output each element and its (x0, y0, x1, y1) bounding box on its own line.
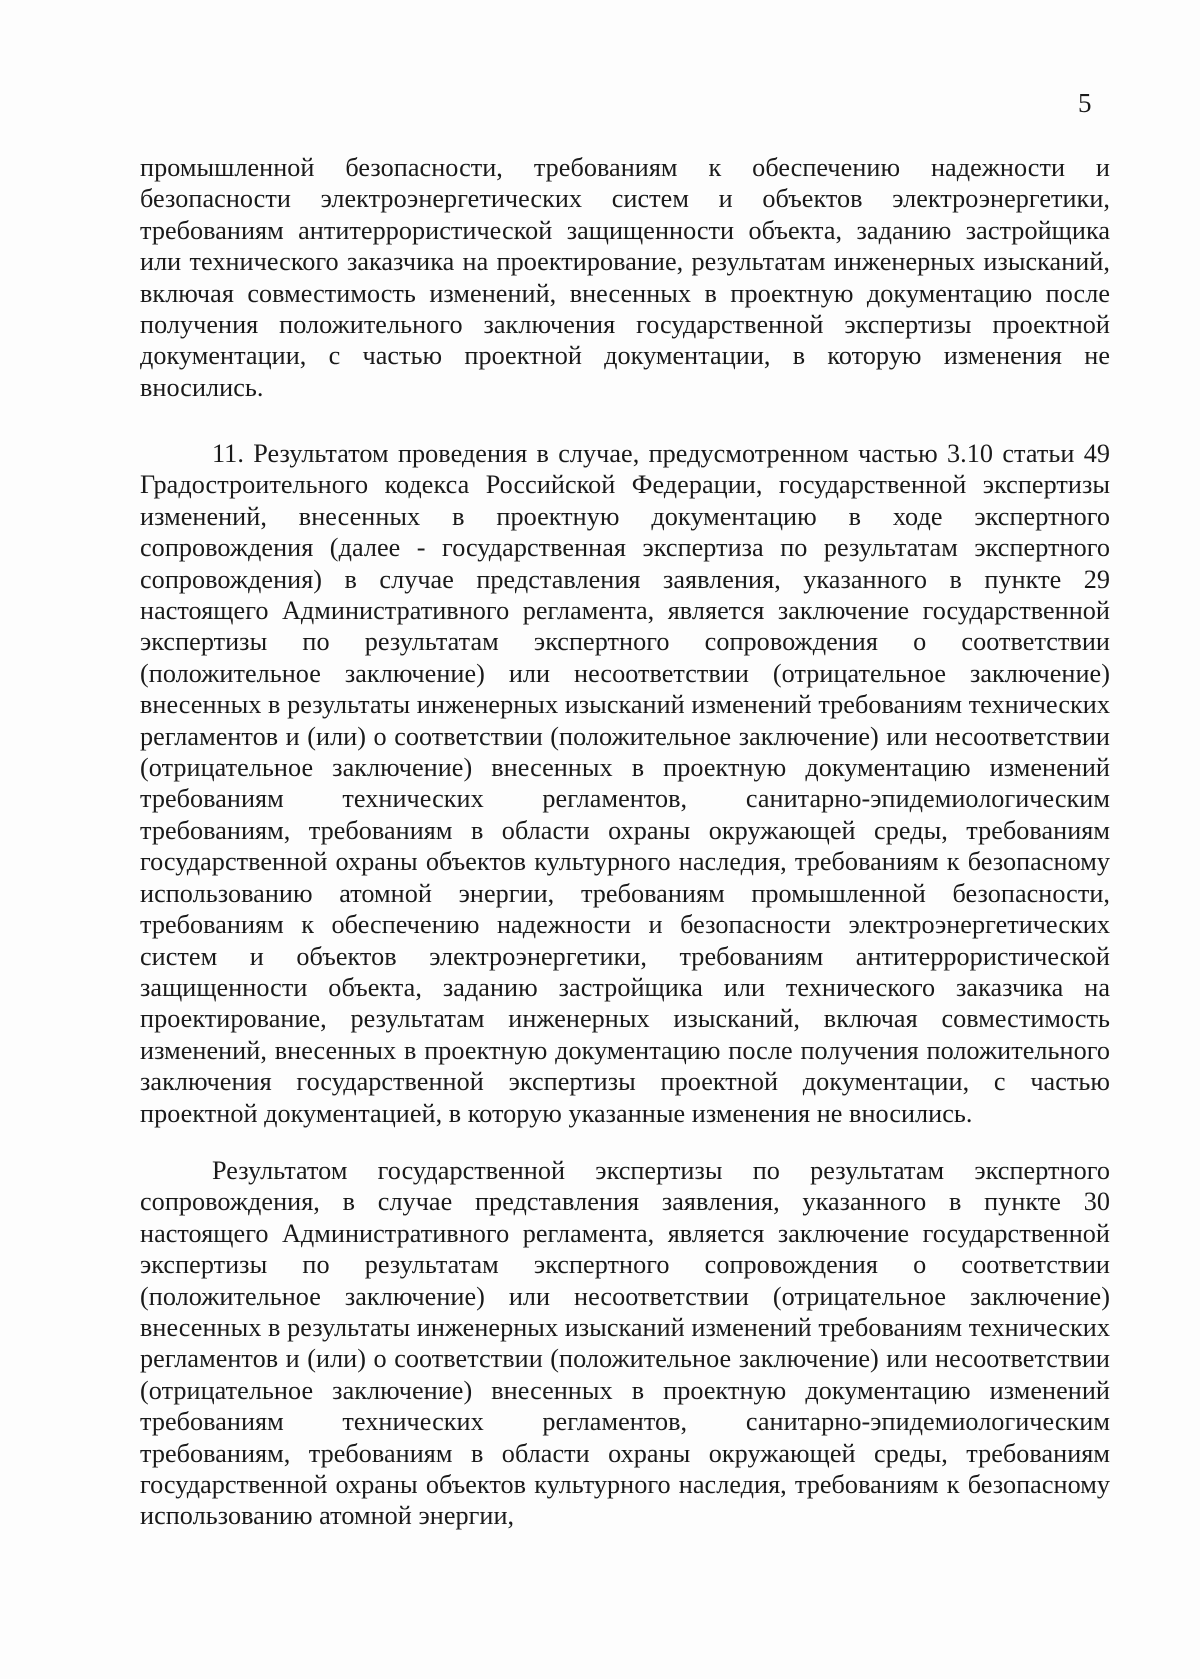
paragraph-continuation: промышленной безопасности, требованиям к обеспечению надежности и безопасности электроэнергетических систем и объектов электроэнергетики, требованиям антитеррористической защищенности объекта, заданию застройщика или технического заказчика на проектирование, результатам инженерных изысканий, включая совместимость изменений, внесенных в проектную документацию после получения положительного заключения государственной экспертизы проектной документации, с частью проектной документации, в которую изменения не вносились. (140, 153, 1110, 402)
page-number: 5 (1078, 88, 1092, 118)
paragraph-item-11: 11. Результатом проведения в случае, предусмотренном частью 3.10 статьи 49 Градостроительного кодекса Российской Федерации, государственной экспертизы изменений, внесенных в проектную документацию в ходе экспертного сопровождения (далее - государственная экспертиза по результатам экспертного сопровождения) в случае представления заявления, указанного в пункте 29 настоящего Административного регламента, является заключение государственной экспертизы по результатам экспертного сопровождения о соответствии (положительное заключение) или несоответствии (отрицательное заключение) внесенных в результаты инженерных изысканий изменений требованиям технических регламентов и (или) о соответствии (положительное заключение) или несоответствии (отрицательное заключение) внесенных в проектную документацию изменений требованиям технических регламентов, санитарно-эпидемиологическим требованиям, требованиям в области охраны окружающей среды, требованиям государственной охраны объектов культурного наследия, требованиям к безопасному использованию атомной энергии, требованиям промышленной безопасности, требованиям к обеспечению надежности и безопасности электроэнергетических систем и объектов электроэнергетики, требованиям антитеррористической защищенности объекта, заданию застройщика или технического заказчика на проектирование, результатам инженерных изысканий, включая совместимость изменений, внесенных в проектную документацию после получения положительного заключения государственной экспертизы проектной документации, с частью проектной документацией, в которую указанные изменения не вносились. (140, 439, 1110, 1128)
paragraph-result-item-30: Результатом государственной экспертизы по результатам экспертного сопровождения, в случае представления заявления, указанного в пункте 30 настоящего Административного регламента, является заключение государственной экспертизы по результатам экспертного сопровождения о соответствии (положительное заключение) или несоответствии (отрицательное заключение) внесенных в результаты инженерных изысканий изменений требованиям технических регламентов и (или) о соответствии (положительное заключение) или несоответствии (отрицательное заключение) внесенных в проектную документацию изменений требованиям технических регламентов, санитарно-эпидемиологическим требованиям, требованиям в области охраны окружающей среды, требованиям государственной охраны объектов культурного наследия, требованиям к безопасному использованию атомной энергии, (140, 1156, 1110, 1531)
